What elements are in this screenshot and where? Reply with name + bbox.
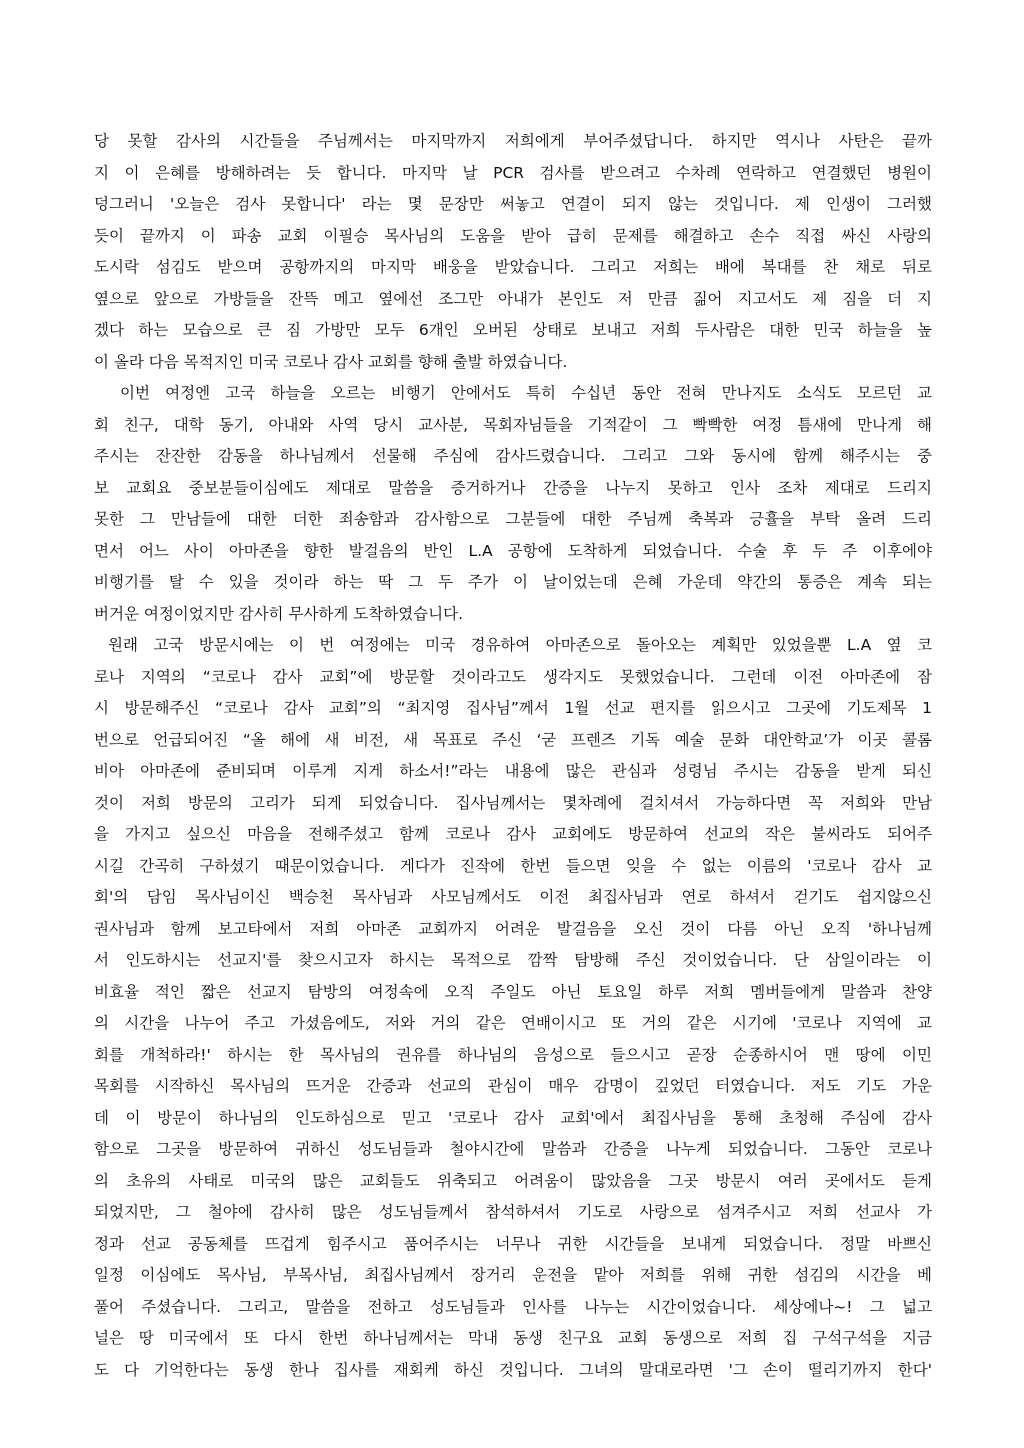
text-line: 버거운 여정이었지만 감사히 무사하게 도착하였습니다. bbox=[94, 604, 464, 623]
text-line: 널은 땅 미국에서 또 다시 한번 하나님께서는 막내 동생 친구요 교회 동생으로 저희 집 구석구석을 지금 bbox=[94, 1329, 932, 1347]
text-line: 주시는 잔잔한 감동을 하나님께서 선물해 주심에 감사드렸습니다. 그리고 그와 동시에 함께 해주시는 중 bbox=[94, 447, 932, 465]
paragraph-start-line: 이번 여정엔 고국 하늘을 오르는 비행기 안에서도 특히 수십년 동안 전혀 만나지도 소식도 모르던 교 bbox=[120, 384, 932, 402]
text-line: 회를 개척하라!' 하시는 한 목사님의 권유를 하나님의 음성으로 들으시고 곧장 순종하시어 맨 땅에 이민 bbox=[94, 1045, 932, 1064]
text-line: 의 초유의 사태로 미국의 많은 교회들도 위축되고 어려움이 많았음을 그곳 방문시 여러 곳에서도 듣게 bbox=[94, 1171, 932, 1190]
text-line: 시길 간곡히 구하셨기 때문이었습니다. 게다가 진작에 한번 들으면 잊을 수 없는 이름의 '코로나 감사 교 bbox=[94, 856, 932, 875]
text-line: 비효율 적인 짧은 선교지 탐방의 여정속에 오직 주일도 아닌 토요일 하루 저희 멤버들에게 말씀과 찬양 bbox=[94, 982, 932, 1001]
text-line: 함으로 그곳을 방문하여 귀하신 성도님들과 철야시간에 말씀과 간증을 나누게 되었습니다. 그동안 코로나 bbox=[94, 1140, 932, 1158]
text-line: 당 못할 감사의 시간들을 주님께서는 마지막까지 저희에게 부어주셨답니다. 하지만 역시나 사탄은 끝까 bbox=[94, 132, 932, 150]
text-line: 목회를 시작하신 목사님의 뜨거운 간증과 선교의 관심이 매우 감명이 깊었던 터였습니다. 저도 기도 가운 bbox=[94, 1077, 932, 1095]
text-line: 번으로 언급되어진 “올 해에 새 비전, 새 목표로 주신 ‘굳 프렌즈 기독 예술 문화 대안학교’가 이곳 콜롬 bbox=[94, 730, 932, 749]
text-line: 회'의 담임 목사님이신 백승천 목사님과 사모님께서도 이전 최집사님과 연로 하셔서 걷기도 쉽지않으신 bbox=[94, 888, 932, 906]
text-line: 듯이 끝까지 이 파송 교회 이필승 목사님의 도움을 받아 급히 문제를 해결하고 손수 직접 싸신 사랑의 bbox=[94, 226, 932, 245]
text-line: 권사님과 함께 보고타에서 저희 아마존 교회까지 어려운 발걸음을 오신 것이 다름 아닌 오직 '하나님께 bbox=[94, 919, 932, 938]
text-line: 도시락 섬김도 받으며 공항까지의 마지막 배웅을 받았습니다. 그리고 저희는 배에 복대를 찬 채로 뒤로 bbox=[94, 258, 932, 276]
text-line: 옆으로 앞으로 가방들을 잔뜩 메고 옆에선 조그만 아내가 본인도 저 만큼 짊어 지고서도 제 짐을 더 지 bbox=[94, 289, 932, 308]
text-line: 비행기를 탈 수 있을 것이라 하는 딱 그 두 주가 이 날이었는데 은혜 가운데 약간의 통증은 계속 되는 bbox=[94, 573, 932, 591]
text-line: 덩그러니 '오늘은 검사 못합니다' 라는 몇 문장만 써놓고 연결이 되지 않는 것입니다. 제 인생이 그러했 bbox=[94, 195, 932, 213]
text-line: 서 인도하시는 선교지'를 찾으시고자 하시는 목적으로 깜짝 탐방해 주신 것이었습니다. 단 삼일이라는 이 bbox=[94, 951, 932, 969]
text-line: 되었지만, 그 철야에 감사히 많은 성도님들께서 참석하셔서 기도로 사랑으로 섬겨주시고 저희 선교사 가 bbox=[94, 1203, 932, 1221]
text-line: 을 가지고 싶으신 마음을 전해주셨고 함께 코로나 감사 교회에도 방문하여 선교의 작은 불씨라도 되어주 bbox=[94, 825, 932, 843]
paragraph-start-line: 원래 고국 방문시에는 이 번 여정에는 미국 경유하여 아마존으로 돌아오는 계획만 있었을뿐 L.A 옆 코 bbox=[108, 636, 932, 654]
body-text bbox=[94, 126, 932, 1386]
text-line: 의 시간을 나누어 주고 가셨음에도, 저와 거의 같은 연배이시고 또 거의 같은 시기에 '코로나 지역에 교 bbox=[94, 1014, 932, 1032]
text-line: 것이 저희 방문의 고리가 되게 되었습니다. 집사님께서는 몇차례에 걸치셔서 가능하다면 꼭 저희와 만남 bbox=[94, 793, 932, 812]
text-line: 겠다 하는 모습으로 큰 짐 가방만 모두 6개인 오버된 상태로 보내고 저희 두사람은 대한 민국 하늘을 높 bbox=[94, 321, 932, 339]
text-line: 못한 그 만남들에 대한 더한 죄송함과 감사함으로 그분들에 대한 주님께 축복과 긍휼을 부탁 올려 드리 bbox=[94, 510, 932, 528]
text-line: 시 방문해주신 “코로나 감사 교회”의 “최지영 집사님”께서 1월 선교 편지를 읽으시고 그곳에 기도제목 1 bbox=[94, 699, 932, 717]
text-line: 보 교회요 중보분들이심에도 제대로 말씀을 증거하거나 간증을 나누지 못하고 인사 조차 제대로 드리지 bbox=[94, 478, 932, 497]
text-line: 데 이 방문이 하나님의 인도하심으로 믿고 '코로나 감사 교회'에서 최집사님을 통해 초청해 주심에 감사 bbox=[94, 1108, 932, 1127]
text-line: 이 올라 다음 목적지인 미국 코로나 감사 교회를 향해 출발 하였습니다. bbox=[94, 352, 568, 371]
text-line: 풀어 주셨습니다. 그리고, 말씀을 전하고 성도님들과 인사를 나누는 시간이었습니다. 세상에나~! 그 넓고 bbox=[94, 1297, 932, 1316]
text-line: 비아 아마존에 준비되며 이루게 지게 하소서!”라는 내용에 많은 관심과 성령님 주시는 감동을 받게 되신 bbox=[94, 762, 932, 780]
text-line: 지 이 은혜를 방해하려는 듯 합니다. 마지막 날 PCR 검사를 받으려고 수차례 연락하고 연결했던 병원이 bbox=[94, 163, 932, 182]
text-line: 면서 어느 사이 아마존을 향한 발걸음의 반인 L.A 공항에 도착하게 되었습니다. 수술 후 두 주 이후에야 bbox=[94, 541, 932, 560]
text-line: 회 친구, 대학 동기, 아내와 사역 당시 교사분, 목회자님들을 기적같이 그 빡빡한 여정 틈새에 만나게 해 bbox=[94, 415, 932, 434]
text-line: 일정 이심에도 목사님, 부목사님, 최집사님께서 장거리 운전을 맡아 저희를 위해 귀한 섬김의 시간을 베 bbox=[94, 1266, 932, 1284]
text-line: 로나 지역의 “코로나 감사 교회”에 방문할 것이라고도 생각지도 못했었습니다. 그런데 이전 아마존에 잠 bbox=[94, 667, 932, 686]
text-line: 정과 선교 공동체를 뜨겁게 힘주시고 품어주시는 너무나 귀한 시간들을 보내게 되었습니다. 정말 바쁘신 bbox=[94, 1234, 932, 1253]
text-line: 도 다 기억한다는 동생 한나 집사를 재회케 하신 것입니다. 그녀의 말대로라면 '그 손이 떨리기까지 한다' bbox=[94, 1360, 932, 1379]
